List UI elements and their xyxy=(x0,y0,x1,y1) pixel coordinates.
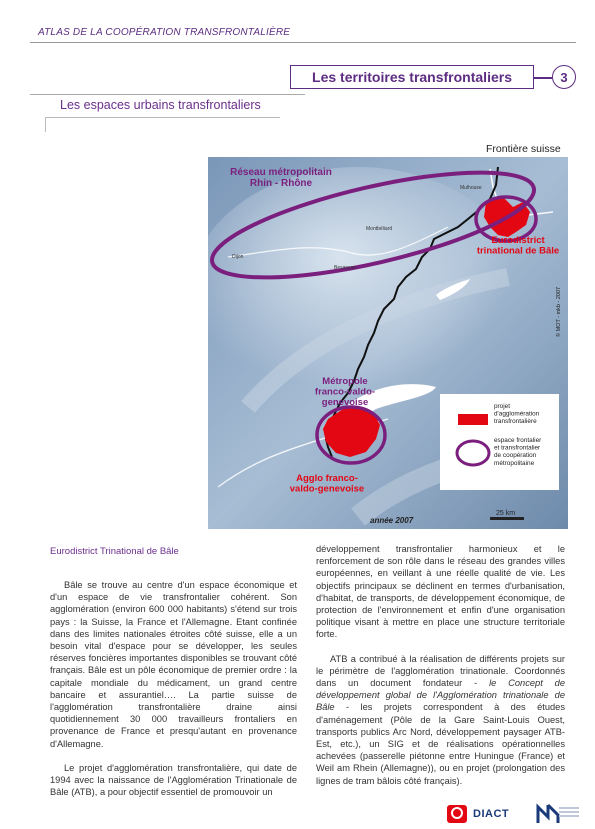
label-line: et transfrontalier xyxy=(494,444,541,452)
label-line: transfrontalière xyxy=(494,418,537,426)
label-line: d'agglomération xyxy=(494,410,540,418)
label-line: franco-valdo- xyxy=(314,386,376,398)
article-paragraph xyxy=(316,653,565,787)
map-legend xyxy=(440,394,559,490)
border-label: Frontière suisse xyxy=(486,143,561,155)
article-paragraph: développement transfrontalier harmonieux et le renforcement de son rôle dans le réseau des grandes villes européennes, en veillant à une réelle qualité de vie. Les objectifs principaux se déclinent en termes d'urbanisation, d'habitat, de transports, de développement économique, de protection de l'environnement et enfin d'une organisation politique visant à mettre en place une structure territoriale forte. xyxy=(316,544,565,640)
town-dijon: Dijon xyxy=(232,254,244,260)
article-right-column xyxy=(316,543,565,799)
label-agglo xyxy=(290,473,364,495)
town-montbeliard: Montbéliard xyxy=(366,226,393,232)
subsection-rule xyxy=(45,117,280,118)
text-run: ATB a contribué à la réalisation de différents projets sur le périmètre de l'agglomération trinationale. Coordonnés dans un document fondateur - xyxy=(316,653,565,689)
label-line: Rhin - Rhône xyxy=(249,178,313,189)
label-line: trinational de Bâle xyxy=(476,245,560,257)
article-paragraph: Le projet d'agglomération transfrontalière, qui date de 1994 avec la naissance de l'Agglomération Trinationale de Bâle (ATB), a pour objectif essentiel de promouvoir un xyxy=(50,762,297,798)
label-line: Eurodistrict xyxy=(491,235,545,246)
section-number: 3 xyxy=(552,65,576,89)
town-besancon: Besançon xyxy=(334,265,357,271)
town-mulhouse: Mulhouse xyxy=(460,185,482,191)
diact-logo: DIACT xyxy=(473,808,510,820)
section-title: Les territoires transfrontaliers xyxy=(312,69,512,85)
subsection-title: Les espaces urbains transfrontaliers xyxy=(60,98,261,112)
running-header-title: ATLAS DE LA COOPÉRATION TRANSFRONTALIÈRE xyxy=(38,27,291,38)
scale-bar xyxy=(490,517,524,520)
caisse-depots-logo xyxy=(447,805,467,823)
label-line: espace frontalier xyxy=(494,437,542,444)
subsection-tick xyxy=(45,117,46,132)
section-connector xyxy=(534,77,552,79)
svg-text:Métropolefranco-valdo-genevois xyxy=(315,376,375,408)
section-rule xyxy=(30,94,305,95)
legend-swatch-red xyxy=(458,414,488,425)
label-line: Agglo franco- xyxy=(296,473,358,484)
label-line: de coopération xyxy=(494,452,537,460)
map-figure xyxy=(208,157,568,529)
svg-text:Agglo franco-valdo-genevoise xyxy=(290,473,364,495)
map-year: année 2007 xyxy=(370,516,414,525)
fnau-logo xyxy=(536,803,560,825)
label-line: valdo-genevoise xyxy=(289,483,365,495)
label-line: Métropole xyxy=(322,376,368,387)
fnau-logo-lines xyxy=(559,807,579,821)
scale-label: 25 km xyxy=(496,510,516,517)
label-line: genevoise xyxy=(321,397,369,408)
label-line: métropolitaine xyxy=(494,459,535,467)
article-left-column xyxy=(50,579,297,810)
text-run: - les projets correspondent à des études d'aménagement (Pôle de la Gare Saint-Louis Ouest, transports publics Arc Nord, développement paysager ATB-Est, etc.), un SIG et de réalisations opérationnelles achevées (passerelle piétonne entre Huningue (France) et Weil am Rhein (Allemagne)), ou en projet (prolongation des lignes de tram bâlois côté français). xyxy=(316,702,565,786)
map-credit: © MOT - mkb - 2007 xyxy=(556,286,562,337)
article-heading: Eurodistrict Trinational de Bâle xyxy=(50,546,179,557)
header-rule xyxy=(30,42,576,43)
label-line: Réseau métropolitain xyxy=(230,167,332,178)
section-title-box xyxy=(290,65,534,89)
label-metropole xyxy=(315,376,375,408)
label-line: projet xyxy=(494,403,510,410)
document-title: le Concept de développement global de l'Agglomération trinationale de Bâle xyxy=(316,678,566,713)
article-paragraph: Bâle se trouve au centre d'un espace économique et d'un espace de vie transfrontalier cohérent. Son agglomération (environ 600 000 habitants) s'étend sur trois pays : la Suisse, la France et l'Allemagne. Etant confinée dans des limites nationales étroites côté suisse, elle a un besoin vital d'espace pour se développer, les seules réserves foncières importantes disponibles se trouvant côté français. Bâle est un pôle économique de premier ordre : la capitale mondiale du médicament, un grand centre bancaire et assurantiel…. La partie suisse de l'agglomération transfrontalière draine ainsi quotidiennement 30 000 travailleurs frontaliers en provenance de France et presqu'autant en provenance d'Allemagne. xyxy=(50,580,297,749)
